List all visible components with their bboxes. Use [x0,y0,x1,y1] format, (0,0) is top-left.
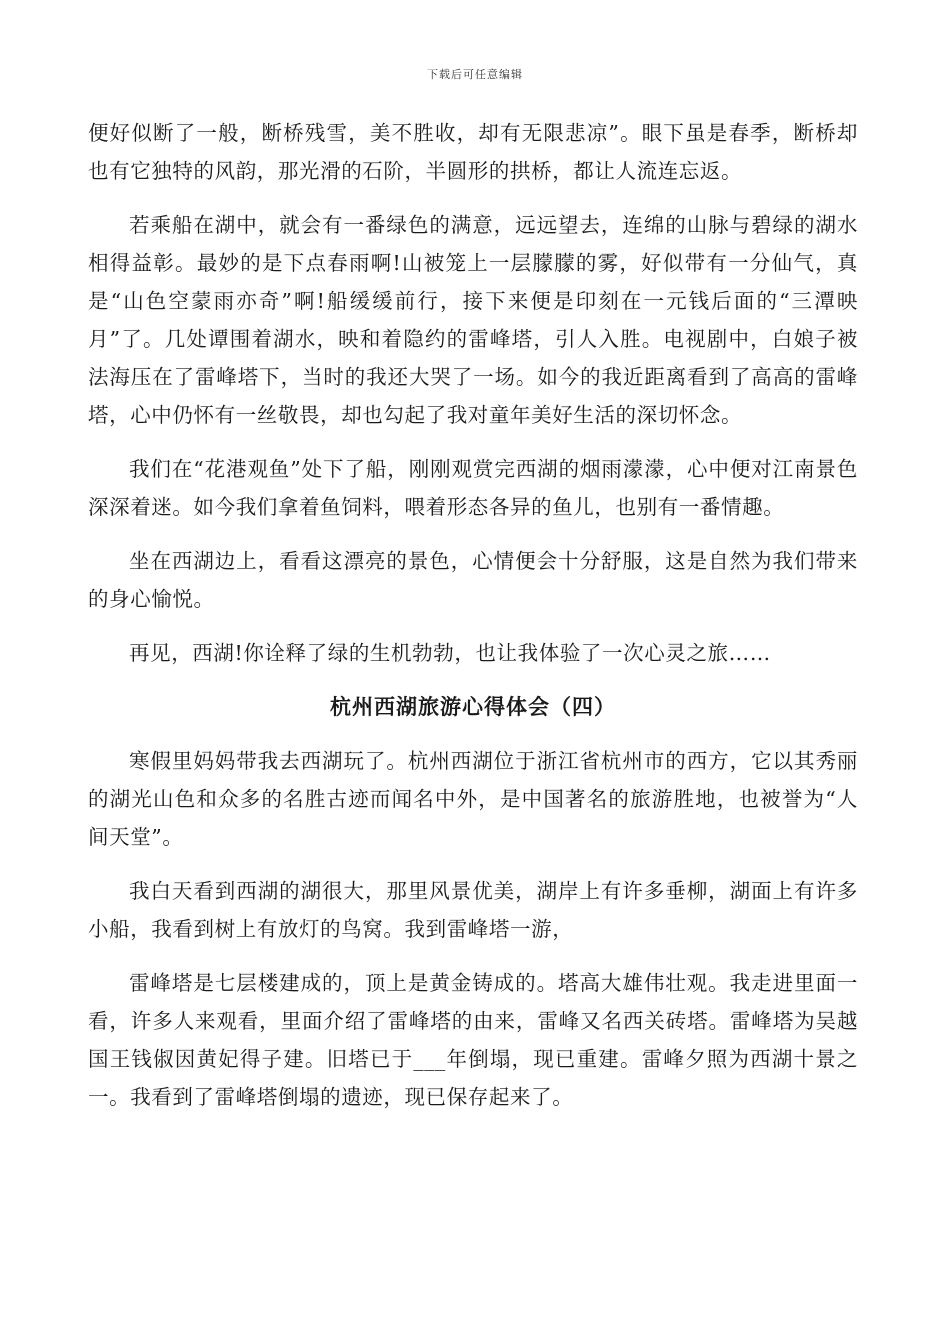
paragraph-continuation: 便好似断了一般，断桥残雪，美不胜收，却有无限悲凉”。眼下虽是春季，断桥却也有它独特的风韵，那光滑的石阶，半圆形的拱桥，都让人流连忘返。 [88,121,858,183]
document-body [88,114,858,1132]
section-title: 杭州西湖旅游心得体会（四） [330,694,616,719]
paragraph-lakeside: 坐在西湖边上，看看这漂亮的景色，心情便会十分舒服，这是自然为我们带来的身心愉悦。 [88,549,858,611]
paragraph-winter-trip: 寒假里妈妈带我去西湖玩了。杭州西湖位于浙江省杭州市的西方，它以其秀丽的湖光山色和众多的名胜古迹而闻名中外，是中国著名的旅游胜地，也被誉为“人间天堂”。 [88,749,858,849]
paragraph-farewell: 再见，西湖!你诠释了绿的生机勃勃，也让我体验了一次心灵之旅…… [129,641,771,665]
paragraph-leifeng-pagoda: 雷峰塔是七层楼建成的，顶上是黄金铸成的。塔高大雄伟壮观。我走进里面一看，许多人来观看，里面介绍了雷峰塔的由来，雷峰又名西关砖塔。雷峰塔为吴越国王钱俶因黄妃得子建。旧塔已于___年倒塌，现已重建。雷峰夕照为西湖十景之一。我看到了雷峰塔倒塌的遗迹，现已保存起来了。 [88,971,858,1109]
page-header: 下载后可任意编辑 [427,68,523,81]
paragraph-boat-ride: 若乘船在湖中，就会有一番绿色的满意，远远望去，连绵的山脉与碧绿的湖水相得益彰。最妙的是下点春雨啊!山被笼上一层朦朦的雾，好似带有一分仙气，真是“山色空蒙雨亦奇”啊!船缓缓前行，接下来便是印刻在一元钱后面的“三潭映月”了。几处谭围着湖水，映和着隐约的雷峰塔，引人入胜。电视剧中，白娘子被法海压在了雷峰塔下，当时的我还大哭了一场。如今的我近距离看到了高高的雷峰塔，心中仍怀有一丝敬畏，却也勾起了我对童年美好生活的深切怀念。 [88,213,858,427]
paragraph-fish-viewing: 我们在“花港观鱼”处下了船，刚刚观赏完西湖的烟雨濛濛，心中便对江南景色深深着迷。如今我们拿着鱼饲料，喂着形态各异的鱼儿，也别有一番情趣。 [88,457,858,519]
paragraph-daytime-view: 我白天看到西湖的湖很大，那里风景优美，湖岸上有许多垂柳，湖面上有许多小船，我看到树上有放灯的鸟窝。我到雷峰塔一游， [88,879,858,941]
